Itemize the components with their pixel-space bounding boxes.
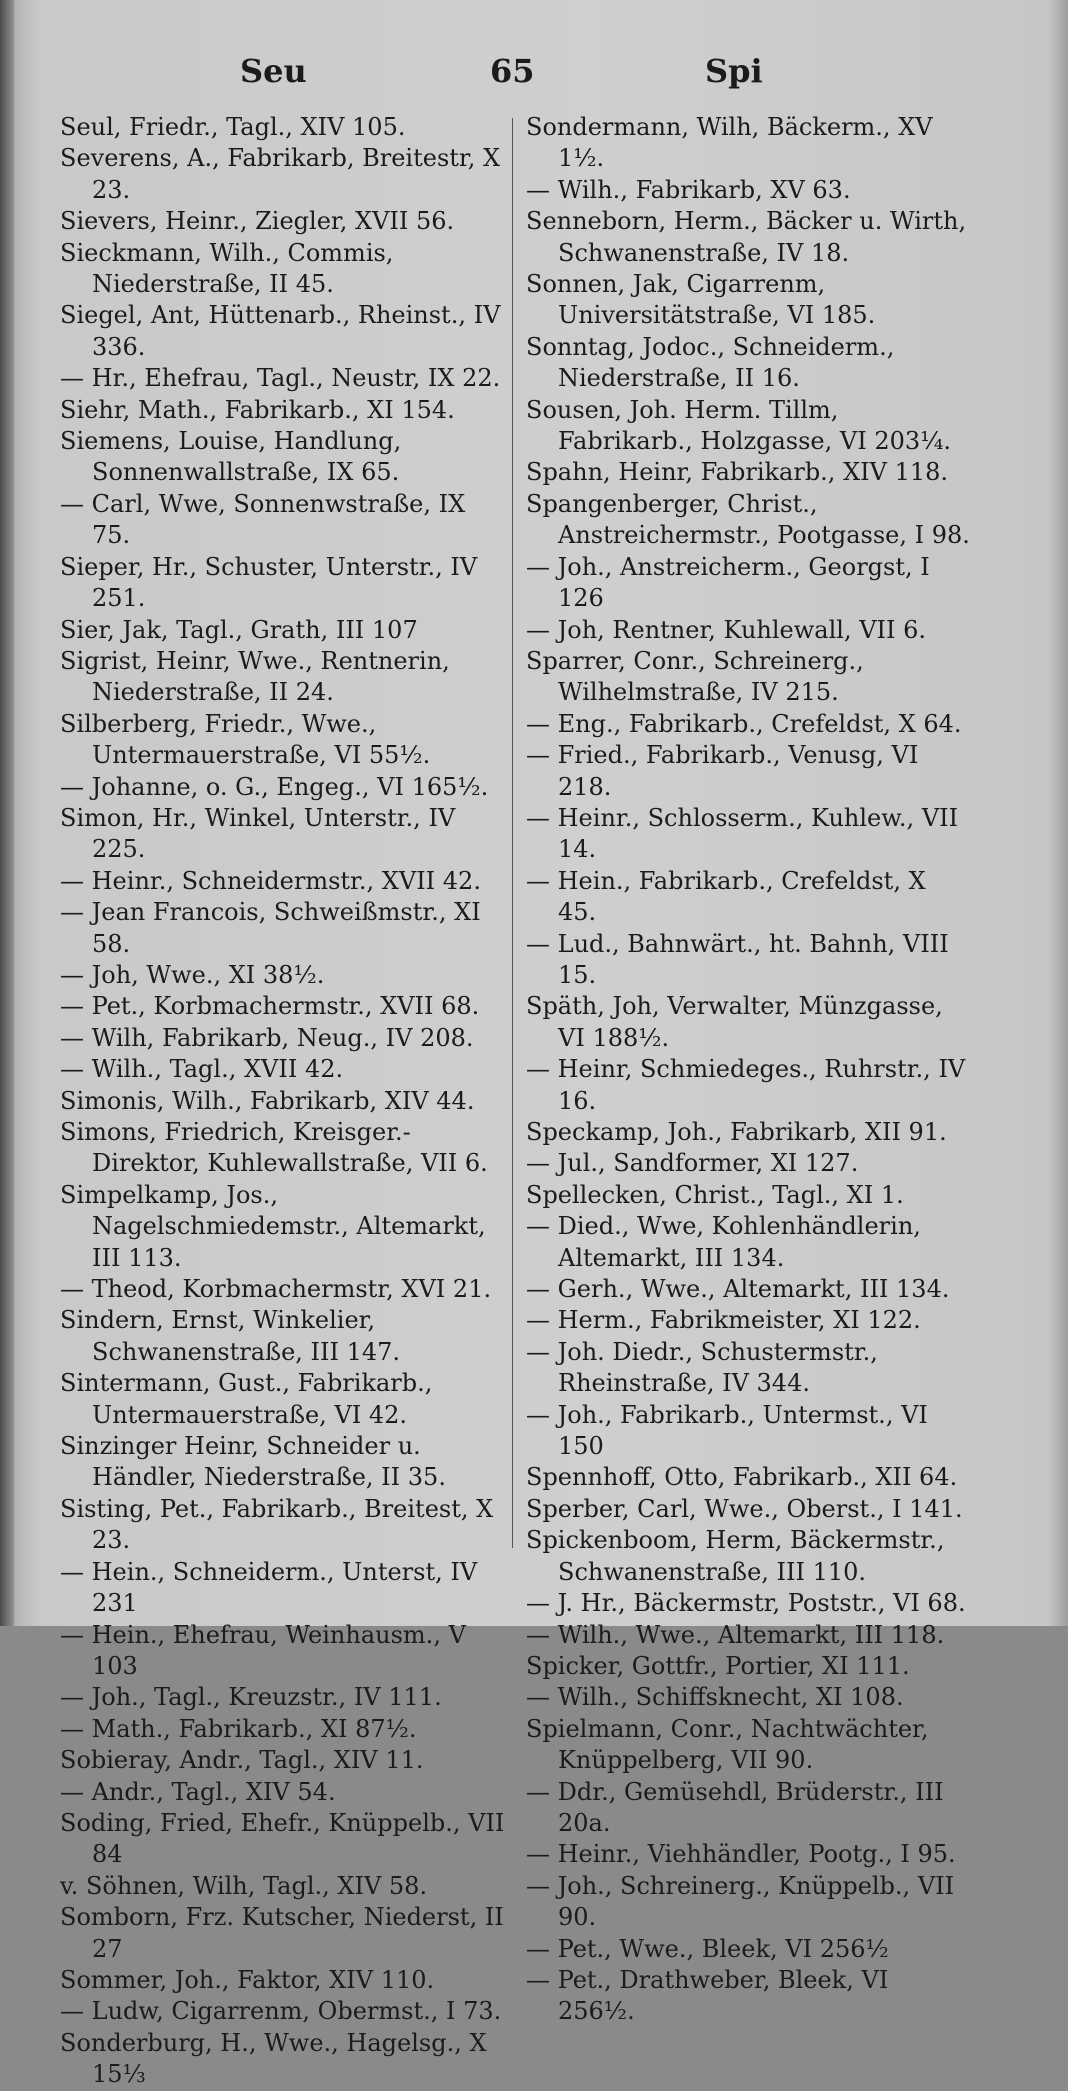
directory-entry: Spielmann, Conr., Nachtwächter, Knüppelberg, VII 90. xyxy=(526,1714,929,1775)
directory-entry: Spickenboom, Herm, Bäckermstr., Schwanenstraße, III 110. xyxy=(526,1526,945,1586)
directory-entry: — Joh., Tagl., Kreuzstr., IV 111. xyxy=(60,1683,442,1712)
directory-entry: — Hr., Ehefrau, Tagl., Neustr, IX 22. xyxy=(60,364,501,393)
directory-entry: Sperber, Carl, Wwe., Oberst., I 141. xyxy=(526,1494,963,1523)
directory-entry: Somborn, Frz. Kutscher, Niederst, II 27 xyxy=(60,1903,504,1963)
directory-entry: — Lud., Bahnwärt., ht. Bahnh, VIII 15. xyxy=(526,929,949,989)
directory-entry: — Wilh., Tagl., XVII 42. xyxy=(60,1055,344,1084)
right-column xyxy=(526,112,971,2028)
directory-entry: Sisting, Pet., Fabrikarb., Breitest, X 23. xyxy=(60,1494,494,1555)
directory-entry: Sommer, Joh., Faktor, XIV 110. xyxy=(60,1965,435,1994)
directory-entry: — Fried., Fabrikarb., Venusg, VI 218. xyxy=(526,741,919,801)
directory-entry: Spennhoff, Otto, Fabrikarb., XII 64. xyxy=(526,1463,958,1492)
directory-entry: Sieckmann, Wilh., Commis, Niederstraße, II 45. xyxy=(60,238,394,299)
directory-entry: — Hein., Ehefrau, Weinhausm., V 103 xyxy=(60,1620,466,1680)
directory-entry: — Joh, Rentner, Kuhlewall, VII 6. xyxy=(526,615,927,644)
directory-entry: Sinzinger Heinr, Schneider u. Händler, Niederstraße, II 35. xyxy=(60,1432,446,1492)
directory-entry: Spahn, Heinr, Fabrikarb., XIV 118. xyxy=(526,458,949,487)
directory-entry: — Died., Wwe, Kohlenhändlerin, Altemarkt, III 134. xyxy=(526,1212,921,1272)
directory-entry: Sievers, Heinr., Ziegler, XVII 56. xyxy=(60,207,455,236)
column-divider xyxy=(512,118,513,1548)
directory-entry: Seul, Friedr., Tagl., XIV 105. xyxy=(60,113,406,141)
directory-entry: — Eng., Fabrikarb., Crefeldst, X 64. xyxy=(526,709,962,738)
directory-entry: — Pet., Wwe., Bleek, VI 256½ xyxy=(526,1934,889,1963)
directory-entry: Sigrist, Heinr, Wwe., Rentnerin, Niederstraße, II 24. xyxy=(60,646,450,707)
directory-entry: Sousen, Joh. Herm. Tillm, Fabrikarb., Holzgasse, VI 203¼. xyxy=(526,395,952,456)
directory-entry: Simpelkamp, Jos., Nagelschmiedemstr., Altemarkt, III 113. xyxy=(60,1180,486,1272)
directory-entry: — Hein., Fabrikarb., Crefeldst, X 45. xyxy=(526,866,926,927)
directory-entry: — Wilh., Schiffsknecht, XI 108. xyxy=(526,1683,904,1712)
directory-entry: — Hein., Schneiderm., Unterst, IV 231 xyxy=(60,1557,478,1618)
header-right-catchword: Spi xyxy=(705,52,763,90)
directory-entry: — Pet., Drathweber, Bleek, VI 256½. xyxy=(526,1965,889,2026)
directory-entry: — Ddr., Gemüsehdl, Brüderstr., III 20a. xyxy=(526,1777,944,1837)
directory-entry: — Joh., Anstreicherm., Georgst, I 126 xyxy=(526,552,930,613)
directory-entry: Spellecken, Christ., Tagl., XI 1. xyxy=(526,1180,904,1209)
directory-entry: — Joh. Diedr., Schustermstr., Rheinstraße, IV 344. xyxy=(526,1337,878,1398)
directory-entry: — Wilh., Wwe., Altemarkt, III 118. xyxy=(526,1620,945,1649)
directory-entry: — Math., Fabrikarb., XI 87½. xyxy=(60,1714,417,1743)
directory-entry: — Joh., Fabrikarb., Untermst., VI 150 xyxy=(526,1400,928,1461)
directory-entry: Soding, Fried, Ehefr., Knüppelb., VII 84 xyxy=(60,1808,505,1869)
directory-entry: Spicker, Gottfr., Portier, XI 111. xyxy=(526,1651,910,1680)
directory-entry: Simons, Friedrich, Kreisger.-Direktor, Kuhlewallstraße, VII 6. xyxy=(60,1118,488,1178)
directory-entry: Siegel, Ant, Hüttenarb., Rheinst., IV 336. xyxy=(60,301,501,361)
directory-entry: Sonderburg, H., Wwe., Hagelsg., X 15⅓ xyxy=(60,2028,487,2089)
directory-entry: — Heinr, Schmiedeges., Ruhrstr., IV 16. xyxy=(526,1055,966,1115)
directory-entry: Siehr, Math., Fabrikarb., XI 154. xyxy=(60,395,455,424)
directory-entry: — Johanne, o. G., Engeg., VI 165½. xyxy=(60,772,489,801)
directory-entry: Sobieray, Andr., Tagl., XIV 11. xyxy=(60,1746,424,1775)
directory-entry: — Joh., Schreinerg., Knüppelb., VII 90. xyxy=(526,1871,955,1932)
directory-entry: Silberberg, Friedr., Wwe., Untermauerstraße, VI 55½. xyxy=(60,709,431,770)
directory-entry: Senneborn, Herm., Bäcker u. Wirth, Schwanenstraße, IV 18. xyxy=(526,207,967,267)
directory-entry: — Wilh., Fabrikarb, XV 63. xyxy=(526,175,851,204)
directory-entry: — Wilh, Fabrikarb, Neug., IV 208. xyxy=(60,1023,474,1052)
directory-entry: — Heinr., Schlosserm., Kuhlew., VII 14. xyxy=(526,803,959,864)
directory-entry: — J. Hr., Bäckermstr, Poststr., VI 68. xyxy=(526,1589,966,1618)
directory-entry: — Jul., Sandformer, XI 127. xyxy=(526,1149,859,1178)
header-left-catchword: Seu xyxy=(240,52,307,90)
directory-entry: Sparrer, Conr., Schreinerg., Wilhelmstraße, IV 215. xyxy=(526,646,864,707)
directory-entry: — Jean Francois, Schweißmstr., XI 58. xyxy=(60,898,481,958)
running-head xyxy=(0,52,1068,102)
directory-entry: — Heinr., Viehhändler, Pootg., I 95. xyxy=(526,1840,956,1869)
directory-entry: — Herm., Fabrikmeister, XI 122. xyxy=(526,1306,921,1335)
directory-entry: — Andr., Tagl., XIV 54. xyxy=(60,1777,336,1806)
directory-entry: — Carl, Wwe, Sonnenwstraße, IX 75. xyxy=(60,489,466,550)
directory-entry: Sindern, Ernst, Winkelier, Schwanenstraße, III 147. xyxy=(60,1306,401,1366)
directory-entry: — Theod, Korbmachermstr, XVI 21. xyxy=(60,1275,492,1304)
directory-entry: Sondermann, Wilh, Bäckerm., XV 1½. xyxy=(526,113,933,173)
directory-entry: Sintermann, Gust., Fabrikarb., Untermauerstraße, VI 42. xyxy=(60,1369,433,1429)
directory-entry: — Joh, Wwe., XI 38½. xyxy=(60,960,325,989)
directory-entry: Sonnen, Jak, Cigarrenm, Universitätstraße, VI 185. xyxy=(526,270,876,330)
directory-entry: Siemens, Louise, Handlung, Sonnenwallstraße, IX 65. xyxy=(60,427,402,487)
directory-entry: Sier, Jak, Tagl., Grath, III 107 xyxy=(60,615,418,644)
directory-entry: Simon, Hr., Winkel, Unterstr., IV 225. xyxy=(60,803,456,864)
directory-entry: v. Söhnen, Wilh, Tagl., XIV 58. xyxy=(60,1871,428,1900)
directory-entry: Spangenberger, Christ., Anstreichermstr., Pootgasse, I 98. xyxy=(526,489,970,550)
directory-entry: — Pet., Korbmachermstr., XVII 68. xyxy=(60,992,480,1021)
directory-entry: — Gerh., Wwe., Altemarkt, III 134. xyxy=(526,1275,950,1304)
directory-entry: Severens, A., Fabrikarb, Breitestr, X 23. xyxy=(60,144,501,204)
page-number: 65 xyxy=(490,52,535,90)
directory-entry: — Ludw, Cigarrenm, Obermst., I 73. xyxy=(60,1997,502,2026)
left-column xyxy=(60,112,505,2091)
directory-entry: Späth, Joh, Verwalter, Münzgasse, VI 188½. xyxy=(526,992,943,1052)
directory-entry: Sieper, Hr., Schuster, Unterstr., IV 251. xyxy=(60,552,478,613)
directory-entry: Sonntag, Jodoc., Schneiderm., Niederstraße, II 16. xyxy=(526,332,895,393)
directory-entry: Simonis, Wilh., Fabrikarb, XIV 44. xyxy=(60,1086,475,1115)
directory-entry: — Heinr., Schneidermstr., XVII 42. xyxy=(60,866,481,895)
directory-entry: Speckamp, Joh., Fabrikarb, XII 91. xyxy=(526,1118,947,1146)
